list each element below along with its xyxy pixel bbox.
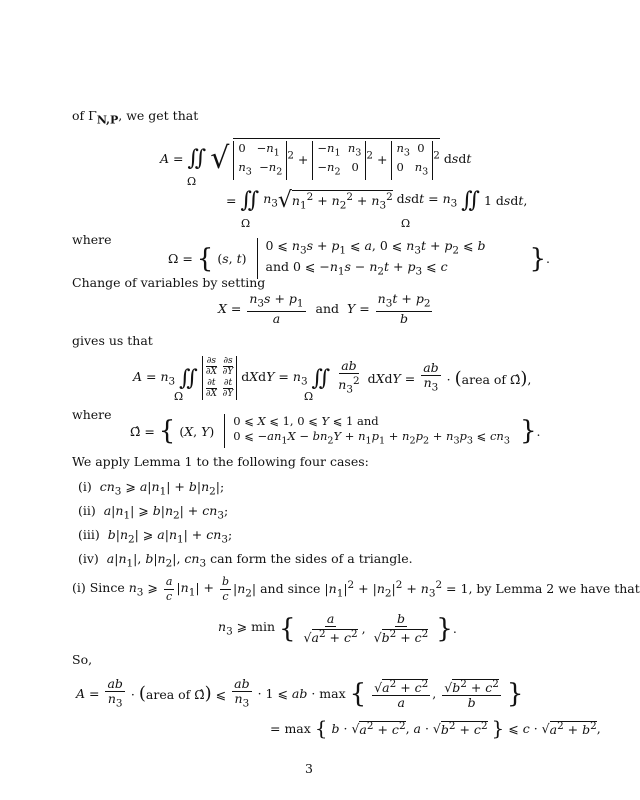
area-integral-simplified: = ∬ $n_3√n_1^2 + n_2^2 + n_3^2$ dsdt = $n_3$ ∬ 1 dsdt, <box>226 188 528 213</box>
omega-subscript: Ω <box>174 390 184 403</box>
omega-hat-definition: Ω̂ = { (X, Y) 0 ⩽ X ⩽ 1, 0 ⩽ Y ⩽ 1 and 0 ⩽ $-an_1X - bn_2Y + n_1p_1 + n_2p_2 + n_3p_3$ ⩽ $cn_3$ }. <box>130 414 541 447</box>
case-i-argument: (i) Since $n_3$ ⩾ $\frac{a}{c}$ $|n_1|$ + $\frac{b}{c}$ $|n_2|$ and since $|n_1|^2 + |n_2|^2 + n_3^2 = 1$, by Lemma 2 we have that <box>72 575 640 603</box>
case-1: (i) $cn_3$ ⩾ $a|n_1| + b|n_2|$; <box>78 479 225 498</box>
jacobian-equation: $A = n_3$ ∬ ∂s ∂X ∂s ∂Y ∂t ∂X ∂t ∂Y dXdY = $n_3$ ∬ $\frac{ab}{n_3^2}$ dXdY = $\frac{ab}{n_3}$ · (area of Ω̂), <box>133 356 532 399</box>
omega-subscript: Ω <box>241 217 251 230</box>
n3-lower-bound: $n_3$ ⩾ min { $\frac{a}{√a^2 + c^2}$ , $\frac{b}{√b^2 + c^2}$ }. <box>218 611 457 646</box>
where-label: where <box>72 232 112 247</box>
xy-definition: X = $\frac{n_3s + p_1}{a}$ and Y = $\frac{n_3t + p_2}{b}$ <box>218 291 431 326</box>
case-3: (iii) $b|n_2|$ ⩾ $a|n_1| + cn_3$; <box>78 527 233 546</box>
gives-text: gives us that <box>72 333 153 348</box>
omega-definition: Ω = { (s, t) 0 ⩽ $n_3s + p_1$ ⩽ a, 0 ⩽ $n_3t + p_2$ ⩽ b and 0 ⩽ $-n_1s - n_2t + p_3$ ⩽ c }. <box>168 238 550 277</box>
case-4: (iv) $a|n_1|$, $b|n_2|$, $cn_3$ can form the sides of a triangle. <box>78 551 413 570</box>
area-upper-bound-2: = max { $b \cdot √a^2 + c^2$, $a \cdot √b^2 + c^2$ } ⩽ $c \cdot √a^2 + b^2$, <box>270 716 601 740</box>
omega-subscript: Ω <box>304 390 314 403</box>
change-variables-text: Change of variables by setting <box>72 275 266 290</box>
omega-subscript: Ω <box>401 217 411 230</box>
page-number: 3 <box>305 761 313 776</box>
case-2: (ii) $a|n_1|$ ⩾ $b|n_2| + cn_3$; <box>78 503 229 522</box>
area-upper-bound-1: A = $\frac{ab}{n_3}$ · (area of Ω̂) ⩽ $\frac{ab}{n_3}$ · 1 ⩽ ab · max { $\frac{√a^2 + c^2}{a}$ , $\frac{√b^2 + c^2}{b}$ } <box>76 676 524 711</box>
where-label: where <box>72 407 112 422</box>
omega-subscript: Ω <box>187 175 197 188</box>
so-text: So, <box>72 652 93 667</box>
lemma-intro: We apply Lemma 1 to the following four cases: <box>72 454 369 469</box>
area-integral-equation: A = ∬ √ $0 -n_1$ $n_3 -n_2^2 + -n_1$ $n_3$ $-n_2$ $0^2 + n_3$ 0 0 $n_3^2$ dsdt <box>160 138 471 180</box>
intro-line: of $\Gamma_{N,P}$, we get that <box>72 108 199 127</box>
